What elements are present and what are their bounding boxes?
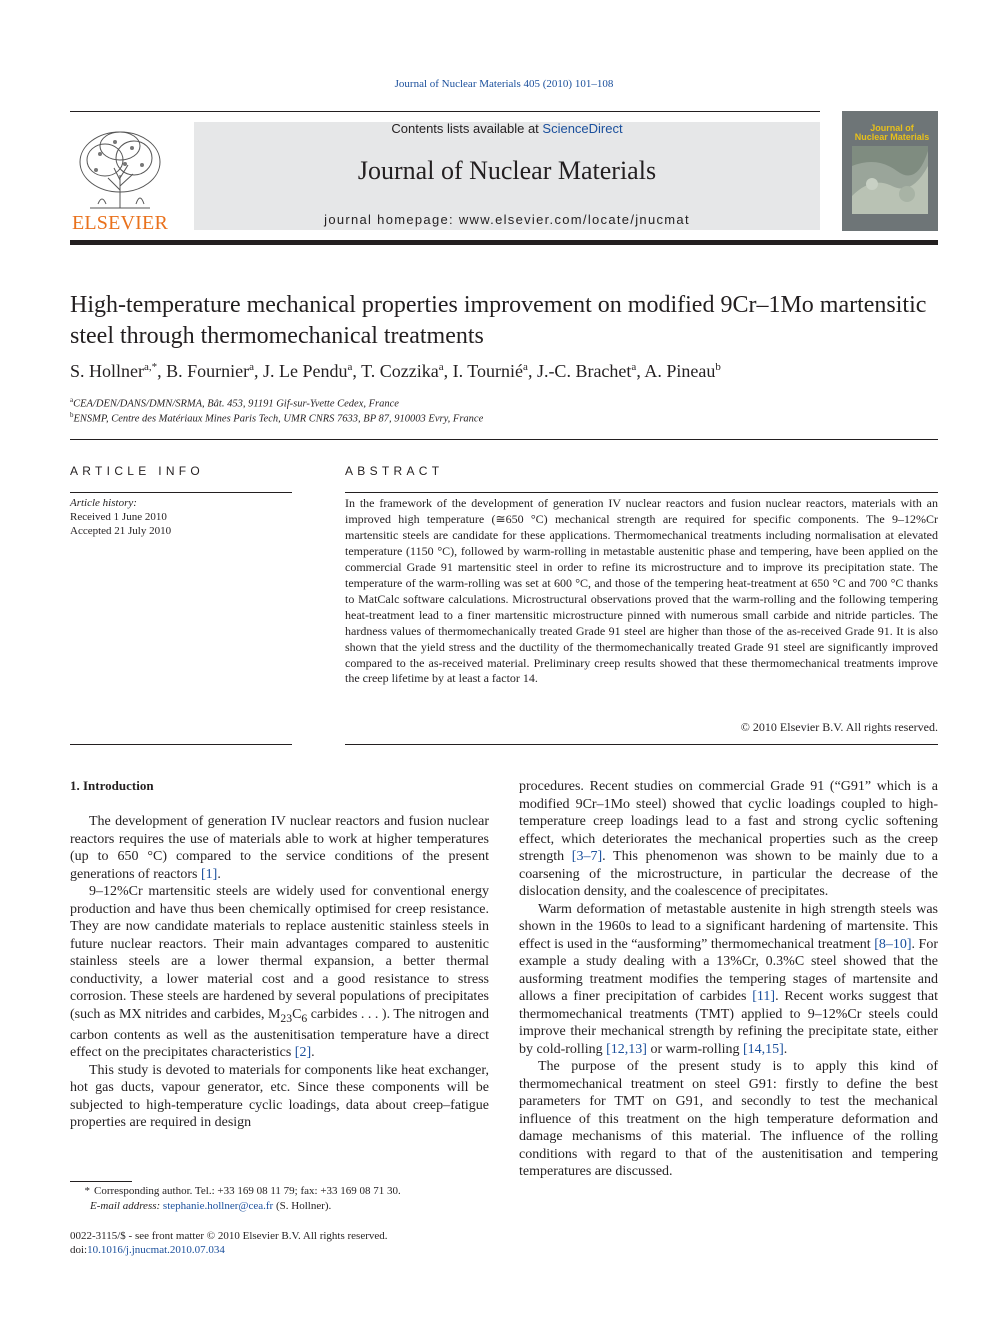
abstract-rule-bottom [345,744,938,745]
paragraph-text: 9–12%Cr martensitic steels are widely used for conventional energy production and have thus been chemically optimised for creep resistance. They are now candidate materials to replace austenitic stainless steels in future nuclear reactors. Their main advantages compared to austenitic stainless steels are a lower thermal expansion, a better thermal conductivity, a lower material cost and a good resistance to stress corrosion. These steels are hardened by several populations of precipitates (such as MX nitrides and carbides, M [70,884,489,1022]
citation-link[interactable]: [11] [752,989,776,1004]
email-tail: (S. Hollner). [273,1200,332,1212]
author-name[interactable]: T. Cozzika [361,361,439,381]
email-footnote [90,1200,331,1212]
body-column-right [519,778,938,1181]
paragraph-text: C [292,1006,302,1022]
paragraph [70,813,489,883]
article-info-rule-bottom [70,744,292,745]
author-name[interactable]: J. Le Pendu [263,361,348,381]
affiliation-text: ENSMP, Centre des Matériaux Mines Paris Tech, UMR CNRS 7633, BP 87, 910003 Evry, France [73,413,484,425]
citation-link[interactable]: [8–10] [874,936,912,952]
citation-link[interactable]: [2] [294,1045,312,1061]
copyright-notice: © 2010 Elsevier B.V. All rights reserved. [740,720,938,734]
author-affiliation-mark[interactable]: a [249,361,255,373]
header-thick-rule [70,240,938,245]
paragraph-text: Warm deformation of metastable austenite in high strength steels was shown in the 1960s to lead to a significant hardening of martensite. This effect is used in the “ausforming” thermomechanical treatment [519,901,938,952]
abstract-heading: ABSTRACT [345,464,444,478]
subscript: 23 [280,1011,293,1025]
paragraph-text: . For example a study dealing with a 13%Cr, 0.3%C steel showed that the ausforming treatment modifies the tempering stages of martensite and allows a finer precipitation of carbides [519,936,938,1004]
citation-link[interactable]: [14,15] [742,1041,784,1057]
author-name[interactable]: J.-C. Brachet [536,361,632,381]
accepted-date: Accepted 21 July 2010 [70,525,172,537]
contents-prefix: Contents lists available at [391,121,543,136]
cover-title-line-1: Journal of [870,123,914,133]
paragraph-text: The development of generation IV nuclear reactors and fusion nuclear reactors requires the use of materials able to work at higher temperatures (up to 650 °C) compared to the service conditions of the present generations of reactors [70,814,489,882]
journal-reference[interactable]: Journal of Nuclear Materials 405 (2010) 101–108 [394,78,614,90]
affiliation-b [70,411,483,425]
author-list: S. Hollner$^{a,*}$, B. Fournier$^a$, J. Le Pendu$^a$, T. Cozzika$^a$, I. Tournié$^a$, J.-C. Brachet$^a$, A. Pineau$^b$ [70,361,721,381]
author-affiliation-mark[interactable]: a [347,361,353,373]
article-info-rule-top [70,492,292,493]
paragraph [519,778,938,901]
author-affiliation-mark[interactable]: a,* [144,361,158,373]
paragraph-text: . This phenomenon was shown to be mainly due to a coarsening of the microstructure, in particular the decrease of the dislocation density, and the coalescence of precipitates. [519,849,939,899]
author-name[interactable]: I. Tournié [452,361,524,381]
footnote-text: Corresponding author. Tel.: +33 169 08 11 79; fax: +33 169 08 71 30. [94,1185,401,1197]
doi-link[interactable]: 10.1016/j.jnucmat.2010.07.034 [87,1244,225,1256]
doi-line [70,1244,225,1256]
author-affiliation-mark[interactable]: b [715,361,721,373]
paragraph: The purpose of the present study is to apply this kind of thermomechanical treatment on steel G91: firstly to define the best parameters for TMT on G91, and secondly to test the mechanical influence of this treatment on the high temperature deformation and damage mechanisms of this material. The influence of the rolling conditions with regard to that of the austenitisation and tempering temperatures are discussed. [519,1059,938,1179]
issn-line: 0022-3115/$ - see front matter © 2010 Elsevier B.V. All rights reserved. [70,1230,388,1242]
sciencedirect-link[interactable]: ScienceDirect [542,121,623,136]
paragraph-text: . [783,1041,788,1057]
body-column-left [70,813,489,1132]
footnote-rule [70,1181,132,1182]
paragraph [70,883,489,1062]
paragraph [519,901,938,1059]
paragraph-text: . [217,866,221,882]
subscript: 6 [301,1011,308,1025]
author-name[interactable]: A. Pineau [644,361,716,381]
author-affiliation-mark[interactable]: a [523,361,528,373]
article-history-label: Article history: [70,497,137,509]
email-label: E-mail address: [90,1200,161,1212]
section-heading: 1. Introduction [70,778,154,793]
paragraph-text: procedures. Recent studies on commercial Grade 91 (“G91” which is a modified 9Cr–1Mo steel) showed that cyclic loadings coupled to high-temperature creep loadings lead to a fast and strong cyclic softening effect, which deteriorates the mechanical properties such as the creep strength [519,779,938,864]
paragraph-text: carbides . . . ). The nitrogen and carbon contents as well as the austenitisation temperature have a direct effect on the precipitates characteristics [70,1006,490,1061]
citation-link[interactable]: [1] [201,866,218,882]
abstract-rule-top [345,492,938,493]
paragraph-text: . Recent works suggest that thermomechanical treatments (TMT) applied to 9–12%Cr steels could improve their mechanical strength by refining the precipitate state, either by cold-rolling [519,989,938,1057]
paragraph-text: or warm-rolling [646,1041,743,1057]
affiliation-text: CEA/DEN/DANS/DMN/SRMA, Bât. 453, 91191 Gif-sur-Yvette Cedex, France [73,398,399,410]
paragraph: This study is devoted to materials for components like heat exchanger, hot gas ducts, vapour generator, etc. Since these components will be subjected to high-temperature cyclic loadings, data about creep–fatigue properties are required in design [70,1062,489,1131]
affiliation-label: a [70,396,74,404]
paragraph-text: . [311,1045,315,1061]
received-date: Received 1 June 2010 [70,511,167,523]
elsevier-wordmark: ELSEVIER [71,212,169,234]
journal-homepage[interactable]: journal homepage: www.elsevier.com/locate/jnucmat [324,212,690,227]
top-rule [70,111,820,112]
author-name[interactable]: B. Fournier [166,361,250,381]
cover-title-line-2: Nuclear Materials [854,132,930,142]
citation-link[interactable]: [3–7] [571,849,603,864]
footnote-star: * [84,1185,90,1197]
author-affiliation-mark[interactable]: a [631,361,637,373]
affiliation-a [70,396,399,410]
email-link[interactable]: stephanie.hollner@cea.fr [162,1200,274,1212]
affiliation-label: b [70,411,74,419]
doi-label: doi: [70,1244,88,1256]
citation-link[interactable]: [12,13] [606,1041,647,1057]
author-name[interactable]: S. Hollner [70,361,144,381]
abstract-text: In the framework of the development of generation IV nuclear reactors and fusion nuclear reactors, materials with an improved high temperature (≅650 °C) mechanical strength are required for specific components. The 9–12%Cr martensitic steels are candidate for these applications. Thermomechanical treatments including normalisation at elevated temperature (1150 °C), followed by warm-rolling in metastable austenitic phase and tempering, have been applied on the commercial Grade 91 martensitic steel in order to refine its microstructure and to improve its precipitation state. The temperature of the warm-rolling was set at 600 °C, and those of the tempering heat-treatment at 650 °C and 700 °C thanks to MatCalc software calculations. Microstructural observations proved that the warm-rolling and the following tempering heat-treatment lead to a finer martensitic microstructure pinned with numerous small carbide and nitride particles. The hardness values of thermomechanically treated Grade 91 steel are higher than those of the as-received Grade 91. It is also shown that the yield stress and the ductility of the thermomechanically treated Grade 91 steel are significantly improved compared to the as-received material. Preliminary creep results showed that these thermomechanical treatments improve the creep lifetime by at least a factor 14. [345,496,938,686]
contents-available-line [194,121,820,136]
corresponding-author-footnote [70,1185,401,1197]
journal-title: Journal of Nuclear Materials [357,156,657,185]
article-info-heading: ARTICLE INFO [70,464,205,478]
author-affiliation-mark[interactable]: a [438,361,444,373]
affiliation-rule [70,439,938,440]
cover-micrograph-image [852,146,928,214]
cover-title [848,124,936,142]
article-title: High-temperature mechanical properties improvement on modified 9Cr–1Mo martensitic steel through thermomechanical treatments [70,292,927,349]
